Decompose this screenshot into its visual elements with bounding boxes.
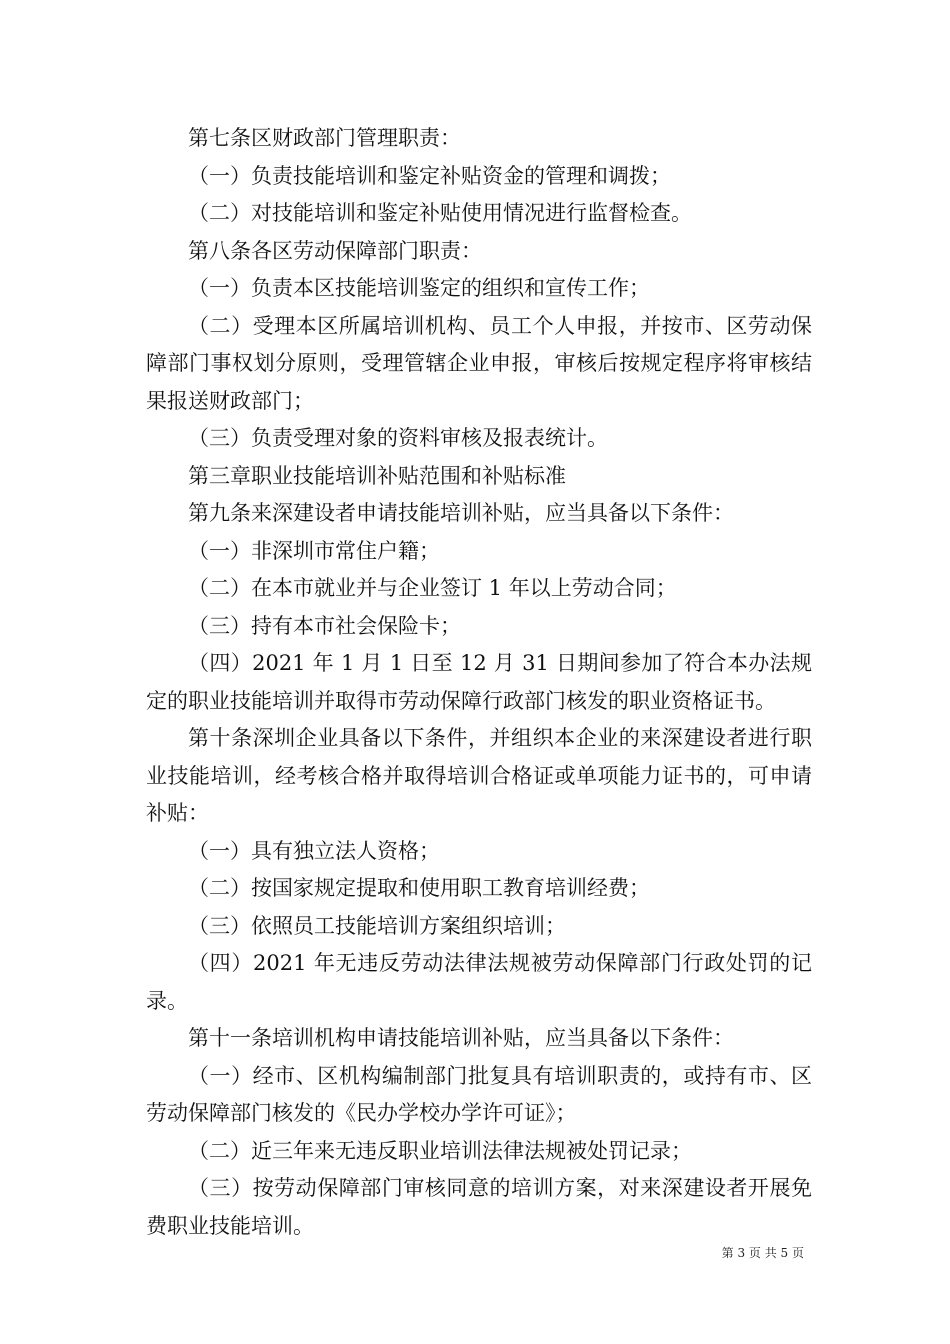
paragraph-article-10-item-1: （一）具有独立法人资格； (188, 838, 440, 863)
paragraph-article-8: 第八条各区劳动保障部门职责： (188, 238, 482, 263)
paragraph-article-10-item-4: （四）2021 年无违反劳动法律法规被劳动保障部门行政处罚的记录。 (146, 951, 812, 1013)
paragraph-article-10-item-3: （三）依照员工技能培训方案组织培训； (188, 913, 566, 938)
paragraph-article-11-item-2: （二）近三年来无违反职业培训法律法规被处罚记录； (188, 1138, 692, 1163)
paragraph-article-9-item-3: （三）持有本市社会保险卡； (188, 613, 461, 638)
paragraph-article-11-item-3: （三）按劳动保障部门审核同意的培训方案，对来深建设者开展免费职业技能培训。 (146, 1176, 812, 1238)
page-number-footer: 第 3 页 共 5 页 (721, 1246, 804, 1260)
paragraph-article-8-item-3: （三）负责受理对象的资料审核及报表统计。 (188, 426, 608, 450)
paragraph-article-7: 第七条区财政部门管理职责： (188, 126, 461, 150)
chapter-3-heading: 第三章职业技能培训补贴范围和补贴标准 (188, 463, 566, 488)
paragraph-article-9: 第九条来深建设者申请技能培训补贴，应当具备以下条件： (188, 501, 734, 525)
paragraph-article-7-item-1: （一）负责技能培训和鉴定补贴资金的管理和调拨； (188, 163, 671, 188)
paragraph-article-10: 第十条深圳企业具备以下条件，并组织本企业的来深建设者进行职业技能培训，经考核合格并取得培训合格证或单项能力证书的，可申请补贴： (146, 726, 812, 825)
paragraph-article-11: 第十一条培训机构申请技能培训补贴，应当具备以下条件： (188, 1026, 734, 1050)
paragraph-article-9-item-2: （二）在本市就业并与企业签订 1 年以上劳动合同； (188, 576, 677, 600)
paragraph-article-8-item-1: （一）负责本区技能培训鉴定的组织和宣传工作； (188, 276, 650, 300)
paragraph-article-9-item-1: （一）非深圳市常住户籍； (188, 538, 440, 563)
paragraph-article-8-item-2: （二）受理本区所属培训机构、员工个人申报，并按市、区劳动保障部门事权划分原则，受理管辖企业申报，审核后按规定程序将审核结果报送财政部门； (146, 313, 812, 413)
paragraph-article-7-item-2: （二）对技能培训和鉴定补贴使用情况进行监督检查。 (188, 201, 692, 225)
document-body (146, 120, 812, 1245)
paragraph-article-9-item-4: （四）2021 年 1 月 1 日至 12 月 31 日期间参加了符合本办法规定的职业技能培训并取得市劳动保障行政部门核发的职业资格证书。 (146, 651, 812, 713)
paragraph-article-10-item-2: （二）按国家规定提取和使用职工教育培训经费； (188, 876, 650, 900)
paragraph-article-11-item-1: （一）经市、区机构编制部门批复具有培训职责的，或持有市、区劳动保障部门核发的《民办学校办学许可证》； (146, 1063, 812, 1125)
